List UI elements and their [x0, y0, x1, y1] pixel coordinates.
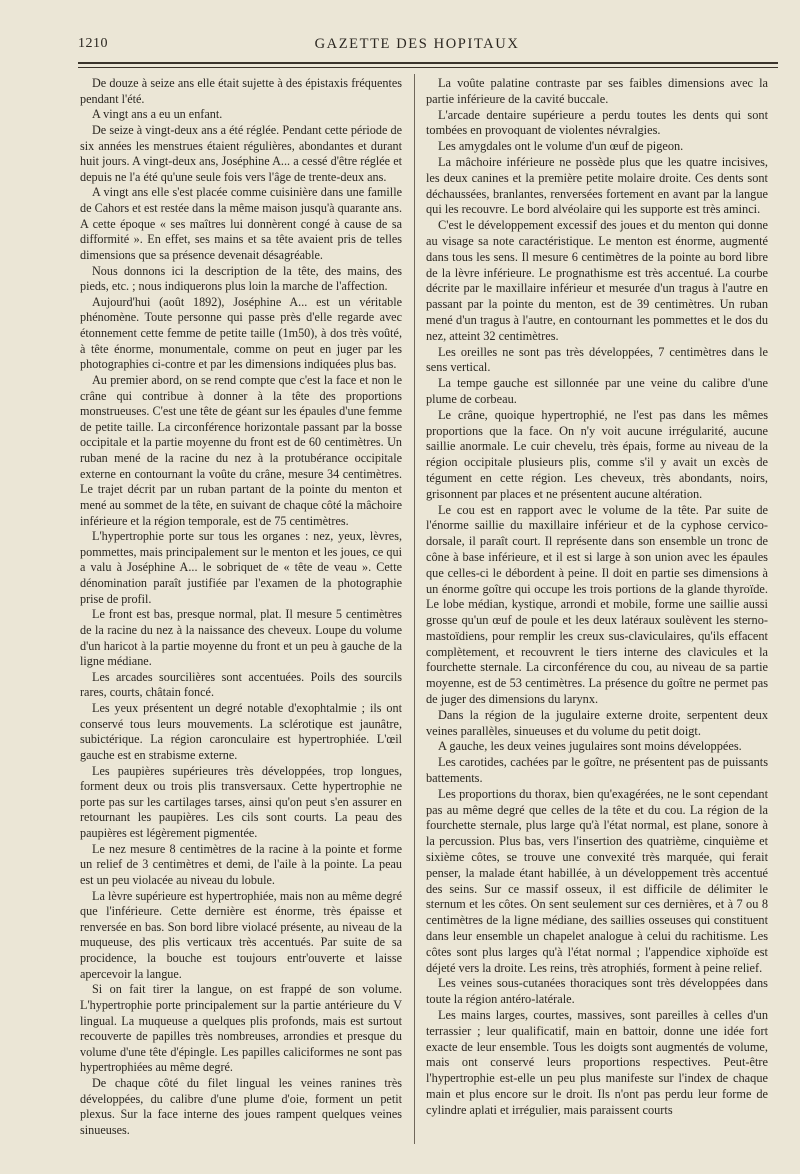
paragraph: Dans la région de la jugulaire externe droite, serpentent deux veines parallèles, sinueuses et du volume du petit doigt. [426, 707, 768, 738]
paragraph: Les amygdales ont le volume d'un œuf de pigeon. [438, 139, 684, 154]
paragraph: L'arcade dentaire supérieure a perdu toutes les dents qui sont tombées en provoquant de violentes névralgies. [426, 107, 768, 138]
paragraph: Les oreilles ne sont pas très développées, 7 centimètres dans le sens vertical. [426, 344, 768, 375]
header-rule-thin [78, 67, 778, 68]
paragraph: De seize à vingt-deux ans a été réglée. Pendant cette période de six années les menstrues étaient régulières, abondantes et durant huit jours. A vingt-deux ans, Joséphine A... a cessé d'être réglée et depuis ne l'a été qu'une seule fois vers l'âge de trente-deux ans. [80, 122, 402, 184]
page-header [78, 36, 756, 58]
page-number: 1210 [78, 36, 108, 51]
paragraph: Les proportions du thorax, bien qu'exagérées, ne le sont cependant pas au même degré que celles de la tête et du cou. La région de la fourchette sternale, plus large qu'à l'état normal, est plane, sonore à la percussion. Plus bas, vers l'insertion des quatrième, cinquième et sixième côtes, se trouve une convexité très marquée, qui ferait penser, la malade étant habillée, à un développement très accentué des seins. Sur ce massif osseux, il est difficile de délimiter le sternum et les côtes. On sent seulement sur ces dernières, et à 7 ou 8 centimètres de la ligne médiane, des saillies osseuses qui constituent dans leur ensemble un chapelet analogue à celui du rachitisme. Les côtes sont plus larges qu'à l'état normal ; l'appendice xiphoïde est déjeté vers la droite. Les reins, très atrophiés, forment à peine relief. [426, 786, 768, 975]
paragraph: C'est le développement excessif des joues et du menton qui donne au visage sa note caractéristique. Le menton est énorme, augmenté dans tous les sens. Il mesure 6 centimètres de la pointe au bord libre de la lèvre inférieure. Le prognathisme est très accentué. La courbe décrite par le maxillaire inférieur et mesurée d'un tragus à l'autre en passant par la pointe du menton, est de 39 centimètres. Un ruban mené d'un tragus à l'autre, en contournant les pommettes et le dos du nez, atteint 32 centimètres. [426, 218, 768, 343]
paragraph: La lèvre supérieure est hypertrophiée, mais non au même degré que l'inférieure. Cette dernière est énorme, très épaisse et renversée en bas. Son bord libre violacé présente, au niveau de la muqueuse, des plis verticaux très accentués. Par suite de sa procidence, la bouche est toujours entr'ouverte et laisse apercevoir la langue. [80, 888, 402, 981]
paragraph: Le cou est en rapport avec le volume de la tête. Par suite de l'énorme saillie du maxillaire inférieur et de la cyphose cervico-dorsale, il paraît court. Il représente dans son ensemble un tronc de cône à base inférieure, et il est si large à son union avec les épaules que celles-ci le débordent à peine. Il doit en partie ses dimensions à un énorme goître qui occupe les trois portions de la glande thyroïde. Le lobe médian, kystique, arrondi et mobile, forme une saillie aussi grosse qu'un œuf de poule et les deux latéraux soulèvent les sterno-mastoïdiens, pour remplir les creux sus-claviculaires, qu'ils effacent complètement, et recouvrent le tiers interne des clavicules et la fourchette sternale. La circonférence du cou, au niveau de sa partie moyenne, est de 53 centimètres. La présence du goître ne permet pas de juger des dimensions du larynx. [426, 502, 768, 707]
paragraph: A vingt ans elle s'est placée comme cuisinière dans une famille de Cahors et est restée dans la même maison jusqu'à quarante ans. A cette époque « ses maîtres lui donnèrent congé à cause de sa difformité ». En effet, ses mains et sa tête avaient pris de telles dimensions que sa présence devenait désagréable. [80, 185, 402, 262]
paragraph: Au premier abord, on se rend compte que c'est la face et non le crâne qui contribue à donner à la tête des proportions monstrueuses. C'est une tête de géant sur les épaules d'une femme de petite taille. La circonférence horizontale passant par la bosse occipitale et la partie moyenne du front est de 60 centimètres. Un ruban mené de la racine du nez à la protubérance occipitale externe en contournant la voûte du crâne, mesure 34 centimètres. Le trajet décrit par un ruban partant de la pointe du menton et mené au sommet de la tête, en suivant de chaque côté la mâchoire inférieure et la région temporale, est de 75 centimètres. [80, 372, 402, 528]
paragraph: La voûte palatine contraste par ses faibles dimensions avec la partie inférieure de la cavité buccale. [426, 76, 768, 106]
paragraph: A gauche, les deux veines jugulaires sont moins développées. [438, 739, 742, 754]
paragraph: De chaque côté du filet lingual les veines ranines très développées, du calibre d'une plume d'oie, forment un petit plexus. Sur la face interne des joues rampent quelques veines sinueuses. [80, 1076, 402, 1137]
paragraph: Le nez mesure 8 centimètres de la racine à la pointe et forme un relief de 3 centimètres et demi, de l'aile à la pointe. La peau est un peu violacée au niveau du lobule. [80, 841, 402, 887]
paragraph: La mâchoire inférieure ne possède plus que les quatre incisives, les deux canines et la première petite molaire droite. Ces dents sont déchaussées, branlantes, renversées fortement en avant par la langue qui les recouvre. Le bord alvéolaire qui les supporte est très aminci. [426, 154, 768, 217]
paragraph: Les paupières supérieures très développées, trop longues, forment deux ou trois plis transversaux. Cette hypertrophie ne porte pas sur les cartilages tarses, ainsi qu'on peut s'en assurer en retournant les paupières. Les cils sont courts. La peau des paupières est légèrement pigmentée. [80, 763, 402, 840]
column-divider [414, 74, 415, 1144]
paragraph: Nous donnons ici la description de la tête, des mains, des pieds, etc. ; nous indiquerons plus loin la marche de l'affection. [80, 263, 402, 294]
header-rule-thick [78, 62, 778, 64]
left-column [80, 76, 402, 1139]
paragraph: Les mains larges, courtes, massives, sont pareilles à celles d'un terrassier ; leur qualificatif, main en battoir, donne une idée fort exacte de leur ensemble. Tous les doigts sont augmentés de volume, mais ont conservé leurs proportions respectives. Peut-être l'hypertrophie est-elle un peu plus manifeste sur l'index de chaque main et plus encore sur le droit. Ils n'ont pas perdu leur forme de cylindre aplati et irrégulier, mais paraissent courts [426, 1008, 768, 1117]
right-column [426, 76, 768, 1119]
paragraph: Le front est bas, presque normal, plat. Il mesure 5 centimètres de la racine du nez à la naissance des cheveux. Loupe du volume d'un haricot à la partie moyenne du front et un peu à gauche de la ligne médiane. [80, 607, 402, 669]
paragraph: Les veines sous-cutanées thoraciques sont très développées dans toute la région antéro-latérale. [426, 976, 768, 1007]
paragraph: L'hypertrophie porte sur tous les organes : nez, yeux, lèvres, pommettes, mais principalement sur le menton et les joues, ce qui a valu à Joséphine A... le sobriquet de « tête de veau ». Cette dénomination paraît justifiée par l'examen de la photographie prise de profil. [80, 529, 402, 606]
paragraph: Les yeux présentent un degré notable d'exophtalmie ; ils ont conservé tous leurs mouvements. La sclérotique est jaunâtre, subictérique. La région caronculaire est hypertrophiée. L'œil gauche est en strabisme externe. [80, 701, 402, 762]
paragraph: Aujourd'hui (août 1892), Joséphine A... est un véritable phénomène. Toute personne qui passe près d'elle regarde avec étonnement cette femme de petite taille (1m50), à dos très voûté, à tête énorme, monumentale, comme on peut en juger par les photographies ci-contre et par les dimensions indiquées plus bas. [80, 294, 402, 372]
paragraph: La tempe gauche est sillonnée par une veine du calibre d'une plume de corbeau. [426, 376, 768, 406]
journal-title: GAZETTE DES HOPITAUX [314, 36, 520, 52]
paragraph: A vingt ans a eu un enfant. [92, 107, 223, 122]
paragraph: Les carotides, cachées par le goître, ne présentent pas de puissants battements. [426, 755, 768, 786]
paragraph: Le crâne, quoique hypertrophié, ne l'est pas dans les mêmes proportions que la face. On n'y voit aucune irrégularité, aucune saillie anormale. Le cuir chevelu, très épais, forme au niveau de la région occipitale plusieurs plis, comme s'il y avait un excès de tégument en cette région. Les cheveux, très abondants, noirs, grisonnent par places et ne présentent aucune altération. [426, 407, 768, 501]
paragraph: De douze à seize ans elle était sujette à des épistaxis fréquentes pendant l'été. [80, 76, 402, 106]
paragraph: Si on fait tirer la langue, on est frappé de son volume. L'hypertrophie porte principalement sur la partie antérieure du V lingual. La muqueuse a quelques plis profonds, mais est surtout recouverte de papilles très nombreuses, arrondies et presque du volume d'une tête d'épingle. Les papilles caliciformes ne sont pas hypertrophiées au même degré. [80, 982, 402, 1075]
paragraph: Les arcades sourcilières sont accentuées. Poils des sourcils rares, courts, châtain foncé. [80, 669, 402, 700]
